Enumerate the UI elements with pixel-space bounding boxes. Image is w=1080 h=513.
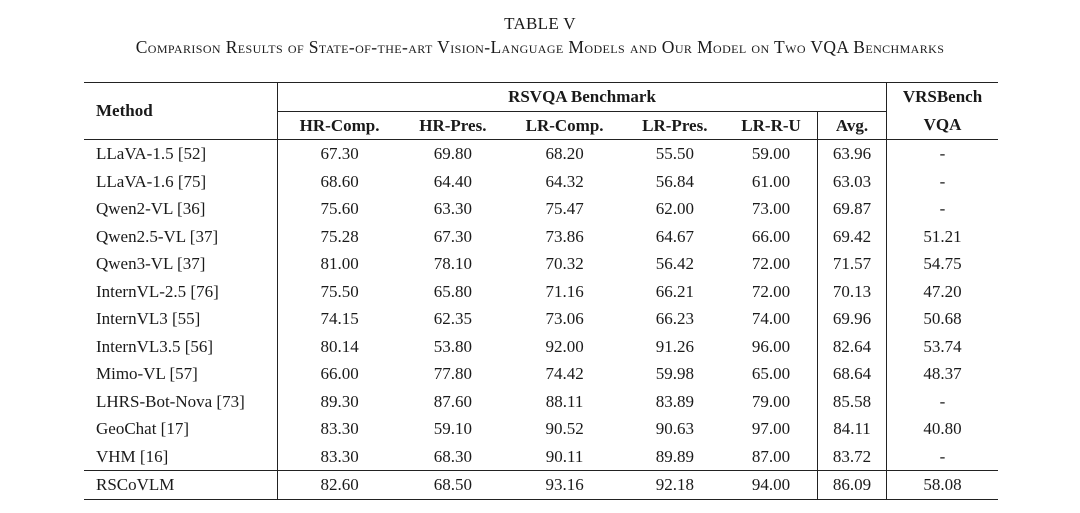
value-cell: 68.60 [320, 171, 359, 191]
value-cell: 74.42 [545, 364, 584, 383]
value-cell: 74.15 [320, 309, 359, 328]
value-cell: 73.00 [751, 199, 791, 218]
value-cell: 61.00 [751, 171, 791, 191]
value-cell: 50.68 [923, 309, 962, 328]
col-header: VQA [923, 115, 962, 135]
value-cell: 66.23 [655, 309, 694, 328]
value-cell: 63.03 [818, 168, 887, 196]
rsvqa-group-header: RSVQA Benchmark [278, 83, 887, 112]
value-cell: 75.50 [320, 281, 359, 301]
value-cell: 48.37 [923, 364, 962, 383]
value-cell: 82.64 [818, 333, 887, 361]
table-row [84, 250, 998, 278]
value-cell: 68.20 [545, 144, 584, 163]
value-cell: 75.60 [320, 199, 359, 218]
value-cell: 86.09 [818, 471, 887, 500]
value-cell: 90.52 [545, 419, 584, 438]
table-number: TABLE V [504, 14, 576, 33]
table-body [84, 140, 998, 471]
value-cell: 63.30 [433, 199, 472, 218]
value-cell: 92.18 [625, 471, 726, 500]
method-cell: LLaVA-1.6 [75] [84, 168, 278, 196]
value-cell: 63.96 [818, 140, 887, 168]
value-cell: 59.10 [433, 419, 472, 438]
table-row [84, 223, 998, 251]
method-cell: InternVL3 [55] [84, 305, 278, 333]
value-cell: 47.20 [923, 281, 962, 301]
method-cell: LLaVA-1.5 [52] [84, 140, 278, 168]
table-row [84, 333, 998, 361]
value-cell: 64.32 [545, 171, 584, 191]
value-cell: 69.80 [433, 144, 472, 163]
method-header: Method [84, 83, 278, 140]
value-cell: 80.14 [320, 336, 359, 356]
results-table [84, 82, 998, 500]
value-cell: 66.00 [751, 226, 791, 246]
value-cell: 40.80 [923, 419, 962, 438]
vrsbench-group-header: VRSBench [902, 87, 983, 107]
table-caption: Comparison Results of State-of-the-art Vision-Language Models and Our Model on Two VQA Benchmarks [135, 37, 945, 57]
value-cell: 75.47 [545, 199, 584, 218]
value-cell: 56.84 [655, 171, 694, 191]
value-cell: 71.57 [818, 250, 887, 278]
table-row [84, 278, 998, 306]
value-cell: 83.72 [818, 443, 887, 471]
table-row-final [84, 471, 998, 500]
value-cell: - [939, 446, 946, 466]
value-cell: 55.50 [655, 144, 694, 163]
method-cell: Qwen3-VL [37] [84, 250, 278, 278]
table-row [84, 195, 998, 223]
method-cell: InternVL-2.5 [76] [84, 278, 278, 306]
value-cell: - [939, 144, 946, 163]
value-cell: 62.35 [433, 309, 472, 328]
method-cell: Qwen2.5-VL [37] [84, 223, 278, 251]
value-cell: 75.28 [320, 226, 359, 246]
table-row [84, 140, 998, 168]
value-cell: - [939, 171, 946, 191]
method-cell: LHRS-Bot-Nova [73] [84, 388, 278, 416]
value-cell: 72.00 [751, 254, 791, 273]
value-cell: 89.30 [320, 391, 359, 411]
header-row-1 [84, 83, 998, 112]
value-cell: 78.10 [433, 254, 472, 273]
col-header: Avg. [818, 111, 887, 140]
value-cell: 69.42 [818, 223, 887, 251]
value-cell: 67.30 [320, 144, 359, 163]
value-cell: 68.50 [401, 471, 504, 500]
value-cell: 54.75 [923, 254, 962, 273]
value-cell: 53.74 [923, 336, 962, 356]
table-row [84, 305, 998, 333]
col-header: LR-Comp. [525, 115, 604, 135]
value-cell: 67.30 [433, 226, 472, 246]
value-cell: 69.96 [818, 305, 887, 333]
value-cell: 84.11 [818, 415, 887, 443]
col-header: HR-Pres. [419, 115, 487, 135]
value-cell: 71.16 [545, 281, 584, 301]
col-header: HR-Comp. [299, 115, 380, 135]
value-cell: 83.89 [655, 391, 694, 411]
value-cell: 81.00 [320, 254, 359, 273]
value-cell: 91.26 [655, 336, 694, 356]
table-row [84, 388, 998, 416]
method-cell: Qwen2-VL [36] [84, 195, 278, 223]
value-cell: 94.00 [725, 471, 817, 500]
value-cell: 64.67 [655, 226, 694, 246]
value-cell: 85.58 [818, 388, 887, 416]
value-cell: 56.42 [655, 254, 694, 273]
value-cell: 65.80 [433, 281, 472, 301]
value-cell: 53.80 [433, 336, 472, 356]
value-cell: 72.00 [751, 281, 791, 301]
value-cell: 82.60 [278, 471, 402, 500]
value-cell: 70.32 [545, 254, 584, 273]
value-cell: - [939, 391, 946, 411]
value-cell: 68.64 [818, 360, 887, 388]
value-cell: 70.13 [818, 278, 887, 306]
table-row [84, 360, 998, 388]
value-cell: 74.00 [751, 309, 791, 328]
value-cell: 87.60 [433, 391, 472, 411]
table-row [84, 415, 998, 443]
value-cell: 77.80 [433, 364, 472, 383]
value-cell: 90.11 [545, 446, 584, 466]
method-cell: InternVL3.5 [56] [84, 333, 278, 361]
method-cell: Mimo-VL [57] [84, 360, 278, 388]
value-cell: 83.30 [320, 446, 359, 466]
col-header: LR-Pres. [642, 115, 708, 135]
value-cell: 73.86 [545, 226, 584, 246]
value-cell: 66.00 [320, 364, 359, 383]
value-cell: 58.08 [887, 471, 999, 500]
method-cell: RSCoVLM [84, 471, 278, 500]
value-cell: 51.21 [923, 226, 962, 246]
value-cell: 93.16 [505, 471, 625, 500]
table-row [84, 443, 998, 471]
value-cell: 64.40 [433, 171, 472, 191]
value-cell: 90.63 [655, 419, 694, 438]
value-cell: 87.00 [751, 446, 791, 466]
value-cell: 92.00 [545, 336, 584, 356]
value-cell: 68.30 [433, 446, 472, 466]
value-cell: 69.87 [818, 195, 887, 223]
value-cell: 73.06 [545, 309, 584, 328]
value-cell: - [939, 199, 946, 218]
value-cell: 65.00 [751, 364, 791, 383]
value-cell: 96.00 [751, 336, 791, 356]
value-cell: 62.00 [655, 199, 694, 218]
value-cell: 66.21 [655, 281, 694, 301]
value-cell: 97.00 [751, 419, 791, 438]
method-cell: VHM [16] [84, 443, 278, 471]
value-cell: 88.11 [545, 391, 584, 411]
value-cell: 83.30 [320, 419, 359, 438]
value-cell: 79.00 [751, 391, 791, 411]
col-header: LR-R-U [741, 115, 801, 135]
value-cell: 89.89 [655, 446, 694, 466]
value-cell: 59.00 [751, 144, 791, 163]
value-cell: 59.98 [655, 364, 694, 383]
method-cell: GeoChat [17] [84, 415, 278, 443]
table-row [84, 168, 998, 196]
